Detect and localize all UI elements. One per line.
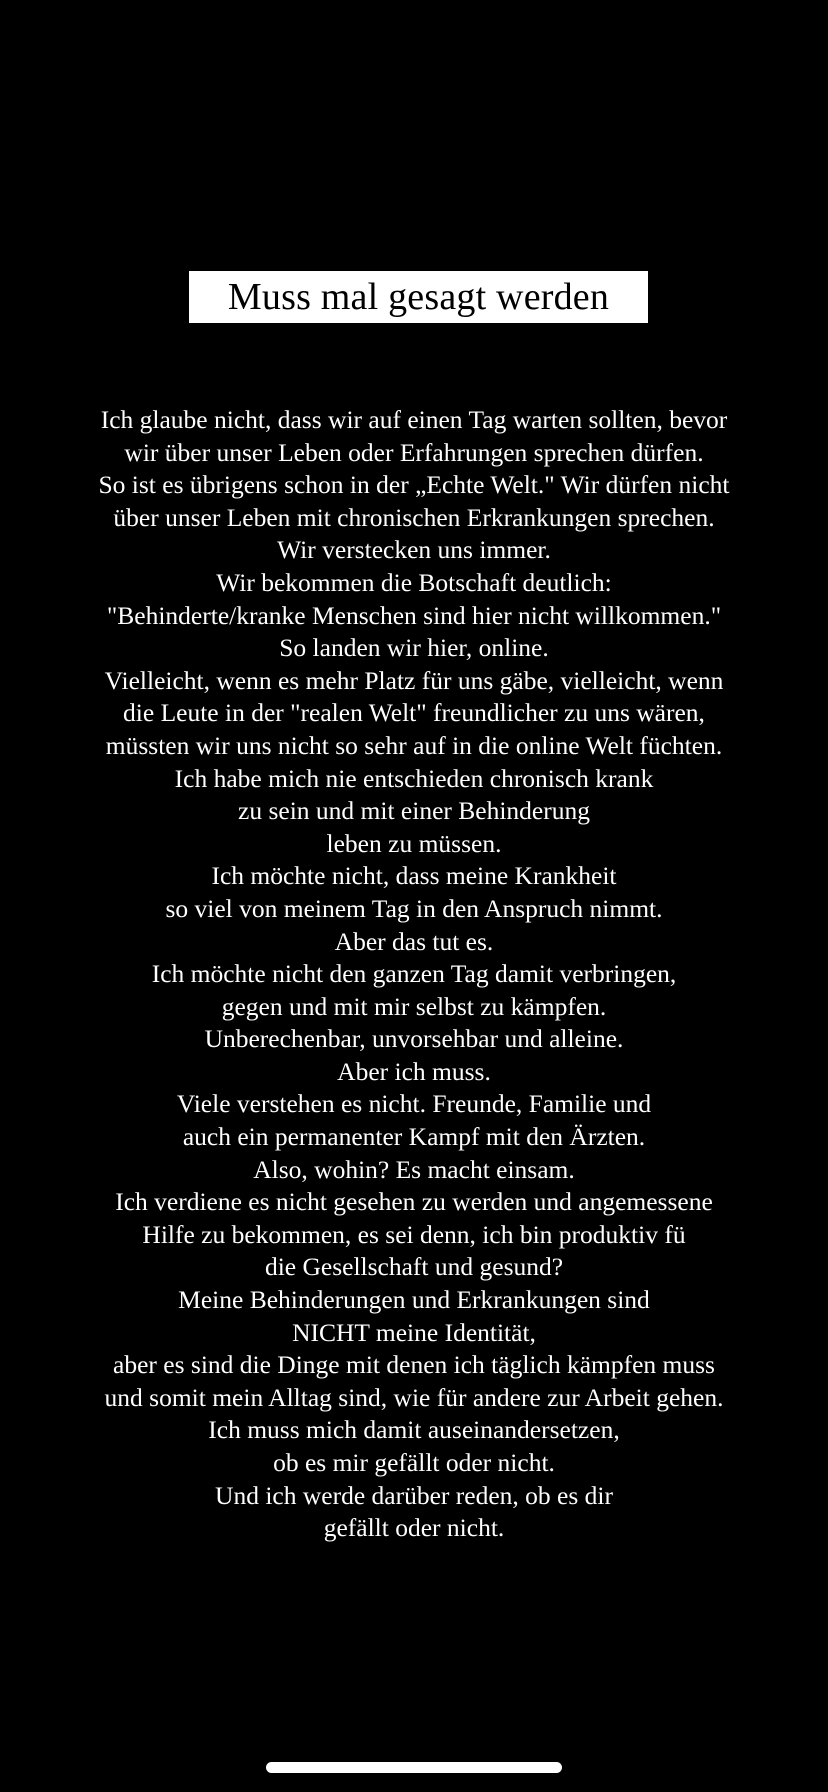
- title-label-box: [189, 271, 648, 323]
- text-line: zu sein und mit einer Behinderung: [238, 796, 590, 826]
- text-line: so viel von meinem Tag in den Anspruch nimmt.: [165, 893, 663, 923]
- text-line: Ich möchte nicht den ganzen Tag damit verbringen,: [151, 959, 677, 989]
- text-line: ob es mir gefällt oder nicht.: [273, 1448, 555, 1477]
- text-line: So landen wir hier, online.: [279, 633, 549, 663]
- text-line: aber es sind die Dinge mit denen ich täglich kämpfen muss: [113, 1350, 715, 1380]
- text-line: Ich muss mich damit auseinandersetzen,: [208, 1415, 620, 1445]
- story-title: Muss mal gesagt werden: [227, 276, 610, 318]
- text-line: auch ein permanenter Kampf mit den Ärzten.: [182, 1122, 646, 1152]
- text-line: gefällt oder nicht.: [323, 1513, 505, 1543]
- text-line: leben zu müssen.: [326, 828, 502, 858]
- text-line: wir über unser Leben oder Erfahrungen sprechen dürfen.: [124, 437, 704, 467]
- text-line: Wir bekommen die Botschaft deutlich:: [216, 567, 612, 597]
- text-line: die Leute in der "realen Welt" freundlicher zu uns wären,: [123, 698, 705, 728]
- text-line: Wir verstecken uns immer.: [277, 535, 551, 565]
- text-line: Hilfe zu bekommen, es sei denn, ich bin produktiv fü: [142, 1219, 686, 1249]
- story-body-text: [14, 404, 814, 1545]
- text-line: Vielleicht, wenn es mehr Platz für uns gäbe, vielleicht, wenn: [104, 665, 724, 695]
- text-line: Ich verdiene es nicht gesehen zu werden und angemessene: [115, 1187, 713, 1217]
- text-line: "Behinderte/kranke Menschen sind hier nicht willkommen.": [106, 600, 722, 630]
- text-line: gegen und mit mir selbst zu kämpfen.: [221, 991, 607, 1021]
- text-line: Und ich werde darüber reden, ob es dir: [215, 1480, 613, 1510]
- text-line: Meine Behinderungen und Erkrankungen sind: [178, 1285, 650, 1315]
- text-line: So ist es übrigens schon in der „Echte Welt." Wir dürfen nicht: [98, 470, 730, 500]
- text-line: über unser Leben mit chronischen Erkrankungen sprechen.: [113, 502, 715, 532]
- text-line: Unberechenbar, unvorsehbar und alleine.: [204, 1024, 624, 1054]
- text-line: Ich habe mich nie entschieden chronisch krank: [174, 763, 654, 793]
- text-line: Viele verstehen es nicht. Freunde, Familie und: [176, 1089, 652, 1119]
- text-line: Also, wohin? Es macht einsam.: [253, 1154, 575, 1184]
- text-line: die Gesellschaft und gesund?: [264, 1252, 564, 1282]
- text-line: Aber ich muss.: [337, 1056, 491, 1086]
- text-line: und somit mein Alltag sind, wie für andere zur Arbeit gehen.: [104, 1382, 724, 1412]
- home-indicator-bar[interactable]: [266, 1762, 562, 1773]
- text-line: müssten wir uns nicht so sehr auf in die online Welt füchten.: [105, 730, 723, 760]
- text-line: Ich möchte nicht, dass meine Krankheit: [211, 861, 617, 891]
- text-line: Aber das tut es.: [334, 926, 494, 956]
- text-line: Ich glaube nicht, dass wir auf einen Tag warten sollten, bevor: [100, 405, 728, 434]
- text-line: NICHT meine Identität,: [292, 1317, 536, 1347]
